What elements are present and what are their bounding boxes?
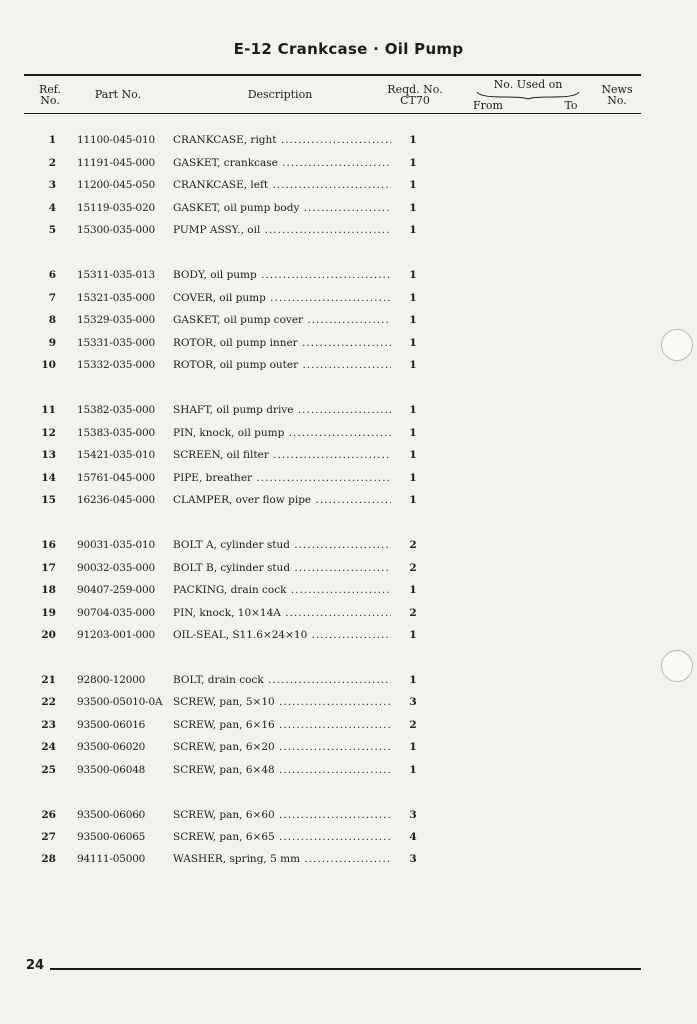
col-header-reqd: Reqd. No. CT70 <box>387 83 443 107</box>
ref-number: 12 <box>41 427 56 439</box>
table-row <box>0 447 697 463</box>
part-description: BOLT B, cylinder stud ..... <box>173 560 391 576</box>
required-quantity: 1 <box>409 427 417 439</box>
part-description: SCREW, pan, 6×48 ..... <box>173 762 391 778</box>
table-row <box>0 335 697 351</box>
table-row <box>0 290 697 306</box>
required-quantity: 1 <box>409 292 417 304</box>
part-number: 15331-035-000 <box>77 337 155 349</box>
required-quantity: 1 <box>409 314 417 326</box>
ref-number: 7 <box>48 292 56 304</box>
required-quantity: 2 <box>409 607 417 619</box>
ref-number: 18 <box>41 584 56 596</box>
table-row <box>0 537 697 553</box>
part-number: 15382-035-000 <box>77 404 155 416</box>
col-header-from: From <box>473 99 503 112</box>
ref-number: 26 <box>41 809 56 821</box>
table-row <box>0 560 697 576</box>
ref-number: 9 <box>48 337 56 349</box>
part-number: 91203-001-000 <box>77 629 155 641</box>
ref-number: 10 <box>41 359 56 371</box>
part-description: PACKING, drain cock ..... <box>173 582 391 598</box>
col-header-description: Description <box>247 88 313 101</box>
ref-number: 28 <box>41 853 56 865</box>
ref-number: 11 <box>41 404 56 416</box>
part-description: GASKET, oil pump cover ..... <box>173 312 391 328</box>
ref-number: 27 <box>41 831 56 843</box>
table-row <box>0 672 697 688</box>
table-row <box>0 155 697 171</box>
table-row <box>0 222 697 238</box>
part-number: 15119-035-020 <box>77 202 155 214</box>
required-quantity: 2 <box>409 719 417 731</box>
part-description: BOLT, drain cock ..... <box>173 672 391 688</box>
col-header-to: To <box>564 99 578 112</box>
part-description: CRANKCASE, right ..... <box>173 132 391 148</box>
part-number: 15332-035-000 <box>77 359 155 371</box>
part-number: 15383-035-000 <box>77 427 155 439</box>
col-header-ref: Ref. No. <box>39 83 61 107</box>
col-header-part-no: Part No. <box>94 88 142 101</box>
required-quantity: 1 <box>409 404 417 416</box>
part-number: 92800-12000 <box>77 674 146 686</box>
part-number: 90032-035-000 <box>77 562 155 574</box>
part-number: 93500-06060 <box>77 809 146 821</box>
part-description: ROTOR, oil pump outer ..... <box>173 357 391 373</box>
table-row <box>0 177 697 193</box>
part-number: 90407-259-000 <box>77 584 155 596</box>
ref-number: 8 <box>48 314 56 326</box>
required-quantity: 1 <box>409 269 417 281</box>
table-row <box>0 492 697 508</box>
required-quantity: 1 <box>409 741 417 753</box>
ref-number: 14 <box>41 472 56 484</box>
ref-number: 4 <box>48 202 56 214</box>
ref-number: 1 <box>48 134 56 146</box>
part-description: CRANKCASE, left ..... <box>173 177 391 193</box>
ref-number: 6 <box>48 269 56 281</box>
ref-number: 22 <box>41 696 56 708</box>
required-quantity: 1 <box>409 179 417 191</box>
binder-hole <box>661 650 693 682</box>
part-number: 15311-035-013 <box>77 269 155 281</box>
required-quantity: 1 <box>409 157 417 169</box>
table-row <box>0 717 697 733</box>
part-number: 93500-06048 <box>77 764 146 776</box>
part-description: ROTOR, oil pump inner ..... <box>173 335 391 351</box>
part-number: 93500-06020 <box>77 741 146 753</box>
table-row <box>0 312 697 328</box>
ref-number: 21 <box>41 674 56 686</box>
ref-number: 19 <box>41 607 56 619</box>
required-quantity: 4 <box>409 831 417 843</box>
required-quantity: 3 <box>409 853 417 865</box>
col-header-used-on: No. Used on <box>493 78 563 91</box>
table-row <box>0 694 697 710</box>
required-quantity: 2 <box>409 539 417 551</box>
part-number: 90031-035-010 <box>77 539 155 551</box>
table-row <box>0 851 697 867</box>
ref-number: 2 <box>48 157 56 169</box>
part-description: CLAMPER, over flow pipe ..... <box>173 492 391 508</box>
part-number: 15300-035-000 <box>77 224 155 236</box>
part-number: 15761-045-000 <box>77 472 155 484</box>
part-description: WASHER, spring, 5 mm ..... <box>173 851 391 867</box>
ref-number: 3 <box>48 179 56 191</box>
ref-number: 16 <box>41 539 56 551</box>
ref-number: 17 <box>41 562 56 574</box>
part-description: SCREW, pan, 5×10 ..... <box>173 694 391 710</box>
ref-number: 23 <box>41 719 56 731</box>
col-header-news: News No. <box>601 83 633 107</box>
part-description: COVER, oil pump ..... <box>173 290 391 306</box>
part-number: 93500-05010-0A <box>77 696 163 708</box>
part-description: PIPE, breather ..... <box>173 470 391 486</box>
footer-rule <box>50 968 641 970</box>
part-description: PIN, knock, 10×14A ..... <box>173 605 391 621</box>
part-number: 15321-035-000 <box>77 292 155 304</box>
part-description: PIN, knock, oil pump ..... <box>173 425 391 441</box>
table-row <box>0 200 697 216</box>
page-number: 24 <box>26 958 45 973</box>
ref-number: 25 <box>41 764 56 776</box>
part-description: SHAFT, oil pump drive ..... <box>173 402 391 418</box>
part-description: GASKET, oil pump body ..... <box>173 200 391 216</box>
part-number: 15421-035-010 <box>77 449 155 461</box>
ref-number: 13 <box>41 449 56 461</box>
table-row <box>0 762 697 778</box>
table-row <box>0 627 697 643</box>
required-quantity: 1 <box>409 202 417 214</box>
required-quantity: 1 <box>409 494 417 506</box>
part-number: 94111-05000 <box>77 853 146 865</box>
ref-number: 20 <box>41 629 56 641</box>
ref-number: 15 <box>41 494 56 506</box>
table-row <box>0 470 697 486</box>
required-quantity: 1 <box>409 629 417 641</box>
part-number: 93500-06065 <box>77 831 146 843</box>
required-quantity: 1 <box>409 472 417 484</box>
header-top-rule <box>24 74 641 76</box>
table-row <box>0 829 697 845</box>
required-quantity: 1 <box>409 134 417 146</box>
part-number: 11100-045-010 <box>77 134 155 146</box>
table-row <box>0 739 697 755</box>
ref-number: 5 <box>48 224 56 236</box>
part-number: 93500-06016 <box>77 719 146 731</box>
table-row <box>0 582 697 598</box>
part-number: 11200-045-050 <box>77 179 155 191</box>
table-row <box>0 132 697 148</box>
table-row <box>0 425 697 441</box>
table-row <box>0 267 697 283</box>
ref-number: 24 <box>41 741 56 753</box>
part-number: 16236-045-000 <box>77 494 155 506</box>
table-row <box>0 357 697 373</box>
part-number: 90704-035-000 <box>77 607 155 619</box>
required-quantity: 1 <box>409 224 417 236</box>
part-description: SCREW, pan, 6×60 ..... <box>173 807 391 823</box>
required-quantity: 1 <box>409 359 417 371</box>
table-row <box>0 402 697 418</box>
part-description: OIL-SEAL, S11.6×24×10 ..... <box>173 627 391 643</box>
header-bottom-rule <box>24 113 641 114</box>
part-description: SCREW, pan, 6×65 ..... <box>173 829 391 845</box>
part-description: BOLT A, cylinder stud ..... <box>173 537 391 553</box>
required-quantity: 2 <box>409 562 417 574</box>
required-quantity: 1 <box>409 337 417 349</box>
required-quantity: 1 <box>409 674 417 686</box>
part-number: 15329-035-000 <box>77 314 155 326</box>
part-description: BODY, oil pump ..... <box>173 267 391 283</box>
required-quantity: 1 <box>409 764 417 776</box>
required-quantity: 3 <box>409 696 417 708</box>
required-quantity: 1 <box>409 584 417 596</box>
required-quantity: 3 <box>409 809 417 821</box>
part-number: 11191-045-000 <box>77 157 155 169</box>
table-row <box>0 605 697 621</box>
binder-hole <box>661 329 693 361</box>
page-title: E-12 Crankcase · Oil Pump <box>233 40 464 58</box>
part-description: GASKET, crankcase ..... <box>173 155 391 171</box>
part-description: SCREEN, oil filter ..... <box>173 447 391 463</box>
part-description: SCREW, pan, 6×16 ..... <box>173 717 391 733</box>
part-description: PUMP ASSY., oil ..... <box>173 222 391 238</box>
table-row <box>0 807 697 823</box>
required-quantity: 1 <box>409 449 417 461</box>
part-description: SCREW, pan, 6×20 ..... <box>173 739 391 755</box>
